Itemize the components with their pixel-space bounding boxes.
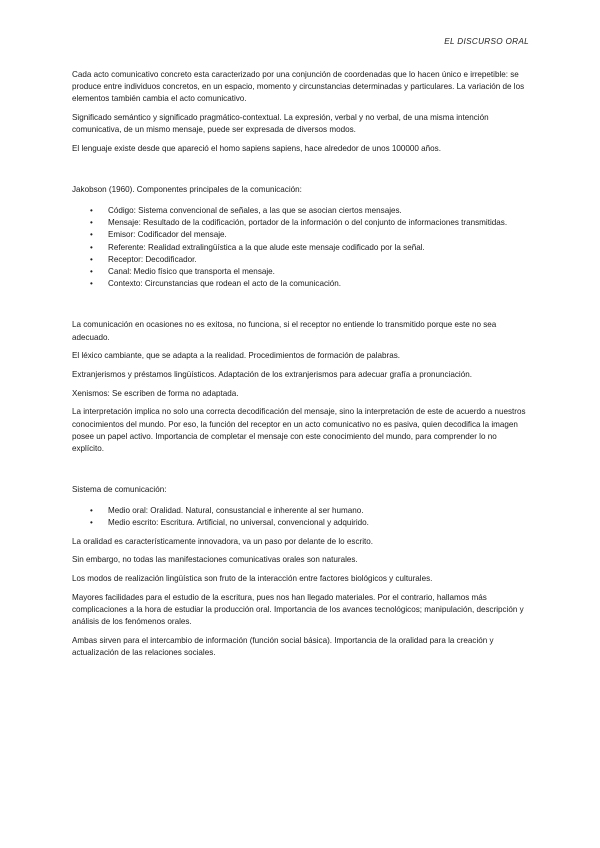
- paragraph: El lenguaje existe desde que apareció el homo sapiens sapiens, hace alrededor de unos 100000 años.: [72, 144, 441, 154]
- list-item: • Medio oral: Oralidad. Natural, consustancial e inherente al ser humano.: [72, 505, 530, 517]
- paragraph: La interpretación implica no solo una correcta decodificación del mensaje, sino la interpretación de este de acuerdo a nuestros conocimientos del mundo. Por eso, la función del receptor en un acto comunicativo no es pasiva, quien decodifica la imagen posee un papel activo. Importancia de completar el mensaje con este conocimiento del mundo, para comprender lo no explícito.: [72, 407, 526, 453]
- document-body: [72, 69, 530, 659]
- list-item: • Mensaje: Resultado de la codificación, portador de la información o del conjunto de informaciones transmitidas.: [72, 217, 530, 229]
- list-item: • Emisor: Codificador del mensaje.: [72, 229, 530, 241]
- components-list: [72, 205, 530, 290]
- list-item: • Medio escrito: Escritura. Artificial, no universal, convencional y adquirido.: [72, 517, 530, 529]
- list-item: • Receptor: Decodificador.: [72, 254, 530, 266]
- list-item: • Código: Sistema convencional de señales, a las que se asocian ciertos mensajes.: [72, 205, 530, 217]
- paragraph: La comunicación en ocasiones no es exitosa, no funciona, si el receptor no entiende lo transmitido porque este no sea adecuado.: [72, 320, 497, 342]
- paragraph: Sin embargo, no todas las manifestaciones comunicativas orales son naturales.: [72, 555, 358, 565]
- list-item: • Contexto: Circunstancias que rodean el acto de la comunicación.: [72, 278, 530, 290]
- running-header: EL DISCURSO ORAL: [444, 37, 529, 46]
- communication-system-list: [72, 505, 530, 529]
- paragraph: Extranjerismos y préstamos lingüísticos. Adaptación de los extranjerismos para adecuar grafía a pronunciación.: [72, 369, 472, 379]
- paragraph: Ambas sirven para el intercambio de información (función social básica). Importancia de la oralidad para la creación y actualización de las relaciones sociales.: [72, 636, 494, 658]
- paragraph: Xenismos: Se escriben de forma no adaptada.: [72, 388, 239, 398]
- paragraph: Los modos de realización lingüística son fruto de la interacción entre factores biológicos y culturales.: [72, 574, 433, 584]
- paragraph: La oralidad es característicamente innovadora, va un paso por delante de lo escrito.: [72, 536, 373, 546]
- paragraph: Mayores facilidades para el estudio de la escritura, pues nos han llegado materiales. Por el contrario, hallamos más complicaciones a la hora de estudiar la producción oral. Importancia de los avances tecnológicos; manipulación, descripción y análisis de los fenómenos orales.: [72, 592, 524, 627]
- list-item: • Canal: Medio físico que transporta el mensaje.: [72, 266, 530, 278]
- section-heading: Jakobson (1960). Componentes principales de la comunicación:: [72, 185, 302, 195]
- list-item: • Referente: Realidad extralingüística a la que alude este mensaje codificado por la señal.: [72, 242, 530, 254]
- paragraph: Significado semántico y significado pragmático-contextual. La expresión, verbal y no verbal, de una misma intención comunicativa, de un mismo mensaje, puede ser expresada de diversos modos.: [72, 113, 489, 135]
- paragraph: El léxico cambiante, que se adapta a la realidad. Procedimientos de formación de palabras.: [72, 351, 400, 361]
- section-heading: Sistema de comunicación:: [72, 485, 167, 495]
- paragraph: Cada acto comunicativo concreto esta caracterizado por una conjunción de coordenadas que lo hacen único e irrepetible: se produce entre individuos concretos, en un espacio, momento y circunstancias determinadas y particulares. La variación de los elementos también cambia el acto comunicativo.: [72, 70, 525, 104]
